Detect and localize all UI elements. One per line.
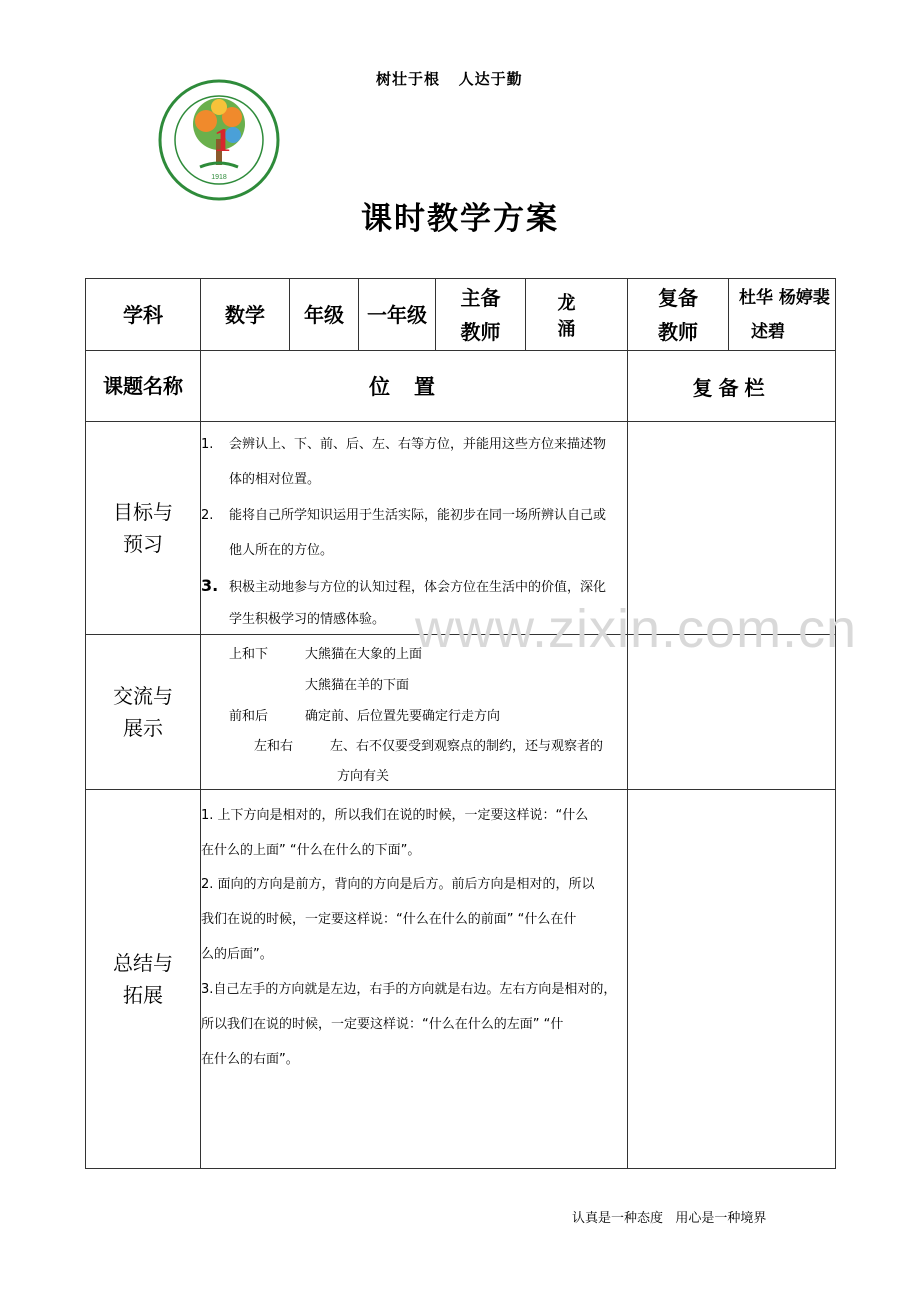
goal-item: 2. 能将自己所学知识运用于生活实际，能初步在同一场所辨认自己或 <box>201 508 607 523</box>
exchange-label <box>86 635 201 790</box>
page-title: 课时教学方案 <box>361 201 559 237</box>
review-column-label: 复备栏 <box>628 351 836 422</box>
exchange-label-line1: 交流与 <box>113 684 173 708</box>
lesson-title-value: 位置 <box>201 351 628 422</box>
summary-label <box>86 790 201 1169</box>
svg-text:1918: 1918 <box>211 174 227 181</box>
summary-line: 在什么的右面”。 <box>201 1052 299 1067</box>
summary-line: 2. 面向的方向是前方，背向的方向是后方。前后方向是相对的，所以 <box>201 877 595 892</box>
front-back-text: 确定前、后位置先要确定行走方向 <box>305 709 501 724</box>
left-right-text-1: 左、右不仅要受到观察点的制约，还与观察者的 <box>330 739 604 754</box>
goal-item: 3. 积极主动地参与方位的认知过程，体会方位在生活中的价值，深化 <box>201 576 607 595</box>
co-teacher-line1: 杜华 杨婷裴 <box>739 287 830 308</box>
co-teacher-value <box>729 279 836 351</box>
co-teacher-line2: 述碧 <box>751 321 785 342</box>
watermark: www.zixin.com.cn <box>415 599 858 659</box>
lesson-plan-table <box>85 278 836 1169</box>
summary-content <box>201 790 628 1169</box>
summary-line: 我们在说的时候，一定要这样说：“什么在什么的前面” “什么在什 <box>201 912 577 927</box>
lead-teacher-label-line1: 主备 <box>460 285 501 310</box>
summary-label-line1: 总结与 <box>113 951 173 975</box>
lead-teacher-label-line2: 教师 <box>460 319 501 344</box>
goals-label-line2: 预习 <box>123 532 163 556</box>
school-motto: 树壮于根 人达于勤 <box>376 70 523 88</box>
school-logo <box>158 79 280 201</box>
goal-item: 1. 会辨认上、下、前、后、左、右等方位，并能用这些方位来描述物 <box>201 437 607 452</box>
summary-line: 么的后面”。 <box>201 947 273 962</box>
summary-line: 1. 上下方向是相对的，所以我们在说的时候，一定要这样说：“什么 <box>201 808 589 823</box>
co-teacher-label-line2: 教师 <box>658 319 698 344</box>
summary-line: 所以我们在说的时候，一定要这样说：“什么在什么的左面” “什 <box>201 1017 564 1032</box>
goal-item-continued: 他人所在的方位。 <box>229 543 334 558</box>
up-down-example-1: 大熊猫在大象的上面 <box>305 647 423 662</box>
subject-label: 学科 <box>86 279 201 351</box>
grade-label: 年级 <box>290 279 359 351</box>
goal-item-continued: 学生积极学习的情感体验。 <box>229 612 386 627</box>
up-down-example-2: 大熊猫在羊的下面 <box>305 678 410 693</box>
left-right-label: 左和右 <box>254 739 294 754</box>
left-right-text-2: 方向有关 <box>337 769 390 784</box>
co-teacher-label-line1: 复备 <box>658 285 698 310</box>
up-down-label: 上和下 <box>229 647 269 662</box>
goal-item-continued: 体的相对位置。 <box>229 472 321 487</box>
lead-teacher-value: 龙 涌 <box>526 279 628 351</box>
summary-line: 在什么的上面” “什么在什么的下面”。 <box>201 843 421 858</box>
lesson-title-label: 课题名称 <box>86 351 201 422</box>
subject-value: 数学 <box>201 279 290 351</box>
summary-label-line2: 拓展 <box>123 983 163 1007</box>
summary-line: 3.自己左手的方向就是左边，右手的方向就是右边。左右方向是相对的， <box>201 982 617 997</box>
goals-label <box>86 422 201 635</box>
lead-teacher-label <box>436 279 526 351</box>
svg-text:1: 1 <box>214 122 231 159</box>
summary-review-cell <box>628 790 836 1169</box>
grade-value: 一年级 <box>359 279 436 351</box>
footer-slogan: 认真是一种态度 用心是一种境界 <box>572 1211 767 1226</box>
front-back-label: 前和后 <box>229 709 269 724</box>
co-teacher-label <box>628 279 729 351</box>
goals-label-line1: 目标与 <box>113 500 173 524</box>
exchange-label-line2: 展示 <box>123 716 163 740</box>
